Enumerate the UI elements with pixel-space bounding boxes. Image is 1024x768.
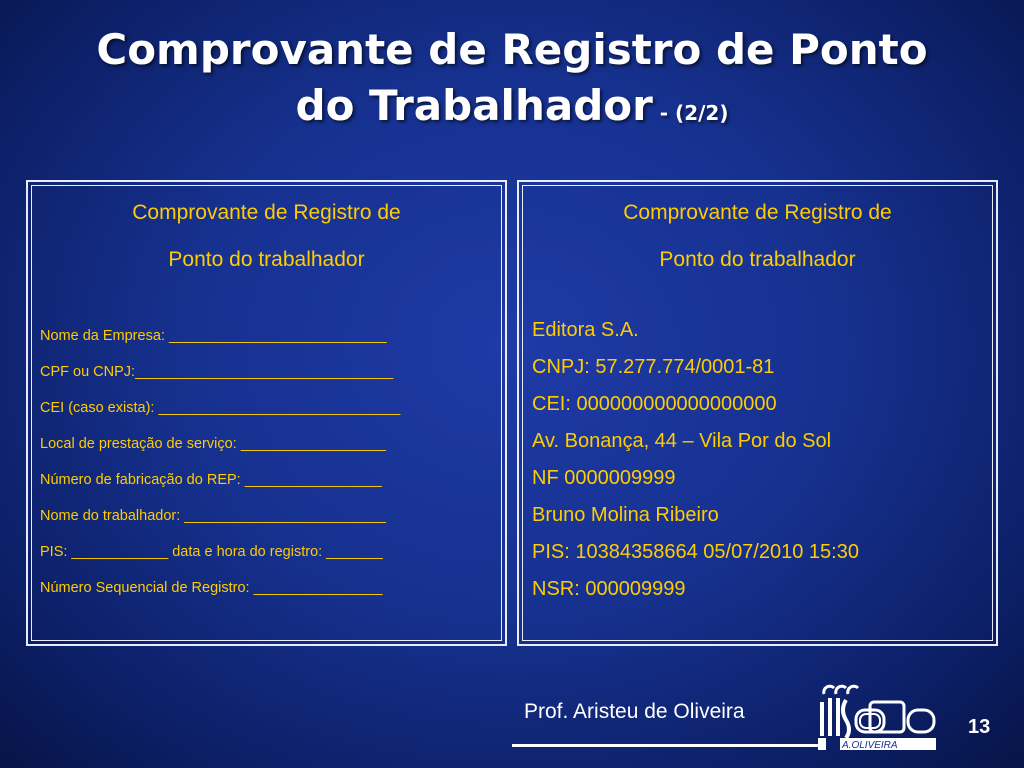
example-heading-line-2: Ponto do trabalhador — [659, 248, 856, 271]
logo-icon — [816, 680, 936, 752]
template-field-list — [40, 318, 400, 606]
example-cei: CEI: 000000000000000000 — [532, 393, 777, 415]
field-cpf-cnpj: CPF ou CNPJ:________________________________ — [40, 364, 394, 380]
field-rep-number: Número de fabricação do REP: _________________ — [40, 472, 382, 488]
field-company-name: Nome da Empresa: ___________________________ — [40, 328, 387, 344]
field-sequence-number: Número Sequencial de Registro: ________________ — [40, 580, 383, 596]
example-box-heading — [519, 189, 996, 283]
field-worker-name: Nome do trabalhador: _________________________ — [40, 508, 386, 524]
logo-text: A.OLIVEIRA — [842, 740, 898, 751]
title-line-2 — [0, 78, 1024, 141]
template-heading-line-1: Comprovante de Registro de — [132, 201, 401, 224]
page-number: 13 — [968, 716, 991, 738]
example-pis-datetime: PIS: 10384358664 05/07/2010 15:30 — [532, 541, 859, 563]
title-suffix: - (2/2) — [652, 101, 729, 125]
example-company-name: Editora S.A. — [532, 319, 639, 341]
slide-title — [0, 22, 1024, 141]
field-service-location: Local de prestação de serviço: __________________ — [40, 436, 386, 452]
example-nf: NF 0000009999 — [532, 467, 676, 489]
footer-underline — [512, 744, 818, 747]
template-heading-line-2: Ponto do trabalhador — [168, 248, 365, 271]
example-receipt-box — [517, 180, 998, 646]
title-line-1: Comprovante de Registro de Ponto — [96, 25, 928, 74]
example-field-list — [532, 312, 859, 608]
footer-author: Prof. Aristeu de Oliveira — [524, 700, 745, 723]
field-pis-datetime: PIS: ____________ data e hora do registro: _______ — [40, 544, 383, 560]
field-cei: CEI (caso exista): ______________________________ — [40, 400, 401, 416]
example-worker-name: Bruno Molina Ribeiro — [532, 504, 719, 526]
example-address: Av. Bonança, 44 – Vila Por do Sol — [532, 430, 832, 452]
template-box-heading — [28, 189, 505, 283]
title-line-2-text: do Trabalhador — [295, 81, 653, 130]
template-receipt-box — [26, 180, 507, 646]
example-nsr: NSR: 000009999 — [532, 578, 686, 600]
example-cnpj: CNPJ: 57.277.774/0001-81 — [532, 356, 775, 378]
example-heading-line-1: Comprovante de Registro de — [623, 201, 892, 224]
